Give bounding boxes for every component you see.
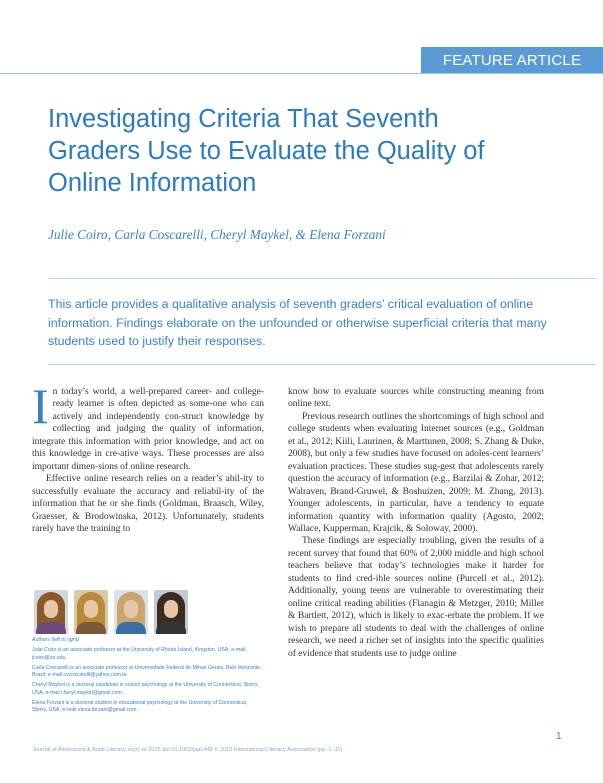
author-bio: Elena Forzani is a doctoral student in educational psychology at the University of Connecticut, Storrs, USA; e-mail elena.forzani@gmail.com. bbox=[32, 700, 248, 714]
drop-cap: I bbox=[32, 378, 49, 434]
author-bio: Cheryl Maykel is a doctoral candidate in school psychology at the University of Connecticut, Storrs, USA; e-mail cheryl.maykel@gmail.com. bbox=[32, 682, 259, 696]
paragraph-text: n today’s world, a well-prepared career- and college-ready learner is often depicted as some-one who can actively and independently con-struct knowledge by collecting and judging the quality of information, integrate this information with prior knowledge, and act on this knowledge in cre-ative ways. These processes are also important dimen-sions of online research. bbox=[32, 387, 264, 472]
page-number: 1 bbox=[556, 731, 562, 742]
abstract-bottom-rule bbox=[48, 364, 596, 365]
paragraph: These findings are especially troubling, given the results of a recent survey that found that 60% of 2,000 middle and high school teachers believe that today’s technologies make it harder for students to find cred-ible sources online (Purcell et al., 2012). Additionally, young teens are vulnerable to overestimating their online critical reading abilities (Flanagin & Metzger, 2010; Miller & Bartlett, 2012), which is likely to exac-erbate the problem. If we wish to prepare all students to deal with the challenges of online research, we need a richer set of insights into the specific qualities of evidence that students use to judge online bbox=[288, 536, 544, 659]
paragraph: know how to evaluate sources while constructing meaning from online text. bbox=[288, 387, 544, 410]
author-photo-forzani bbox=[154, 590, 188, 634]
feature-article-banner: FEATURE ARTICLE bbox=[421, 47, 603, 74]
author-photo-coiro bbox=[34, 590, 68, 634]
abstract-top-rule bbox=[48, 278, 596, 279]
author-list: Julie Coiro, Carla Coscarelli, Cheryl Maykel, & Elena Forzani bbox=[48, 227, 386, 242]
article-title: Investigating Criteria That Seventh Graders Use to Evaluate the Quality of Online Information bbox=[48, 105, 485, 197]
author-photo-coscarelli bbox=[74, 590, 108, 634]
abstract: This article provides a qualitative analysis of seventh graders’ critical evaluation of online information. Findings elaborate on the unfounded or otherwise superficial criteria that many students used to justify their responses. bbox=[48, 297, 547, 348]
author-photo-maykel bbox=[114, 590, 148, 634]
body-column-left bbox=[32, 378, 264, 535]
author-bio: Julie Coiro is an associate professor at the University of Rhode Island, Kingston, USA; e-mail jcoiro@uri.edu. bbox=[32, 647, 246, 661]
paragraph: Previous research outlines the shortcomings of high school and college students when evaluating Internet sources (e.g., Goldman et al., 2012; Kiili, Laurinen, & Marttunen, 2008; S. Zhang & Duke, 2008), but only a few studies have focused on adoles-cent learners’ evaluation practices. These studies sug-gest that adolescents rarely question the accuracy of information (e.g., Barzilai & Zohar, 2012; Walraven, Brand-Gruwel, & Boshuizen, 2009; M. Zhang, 2013). Younger adolescents, in particular, have a tendency to equate information quantity with information quality (Agosto, 2002; Wallace, Kupperman, Krajcik, & Soloway, 2000). bbox=[288, 411, 544, 534]
paragraph: Effective online research relies on a reader’s abil-ity to successfully evaluate the accuracy and reliabil-ity of the information that he or she finds (Goldman, Braasch, Wiley, Graesser, & Brodowinska, 2012). Unfortunately, students rarely have the training to bbox=[32, 474, 264, 534]
author-bio: Carla Coscarelli is an associate professor at Universidade Federal de Minas Gerais, Belo Horizonte, Brazil; e-mail cvcoscarelli@yahoo.com.br. bbox=[32, 664, 262, 679]
bios-label: Authors (left to right) bbox=[32, 637, 79, 643]
body-column-right bbox=[288, 386, 544, 660]
journal-footer: Journal of Adolescent & Adult Literacy xx(x) xx 2015 doi:10.1002/jaal.448 © 2015 International Literacy Association (pp. 1–11) bbox=[32, 747, 343, 753]
author-bios bbox=[32, 637, 264, 718]
paragraph bbox=[32, 378, 264, 473]
banner-rule bbox=[0, 73, 603, 74]
author-photos bbox=[34, 590, 194, 636]
